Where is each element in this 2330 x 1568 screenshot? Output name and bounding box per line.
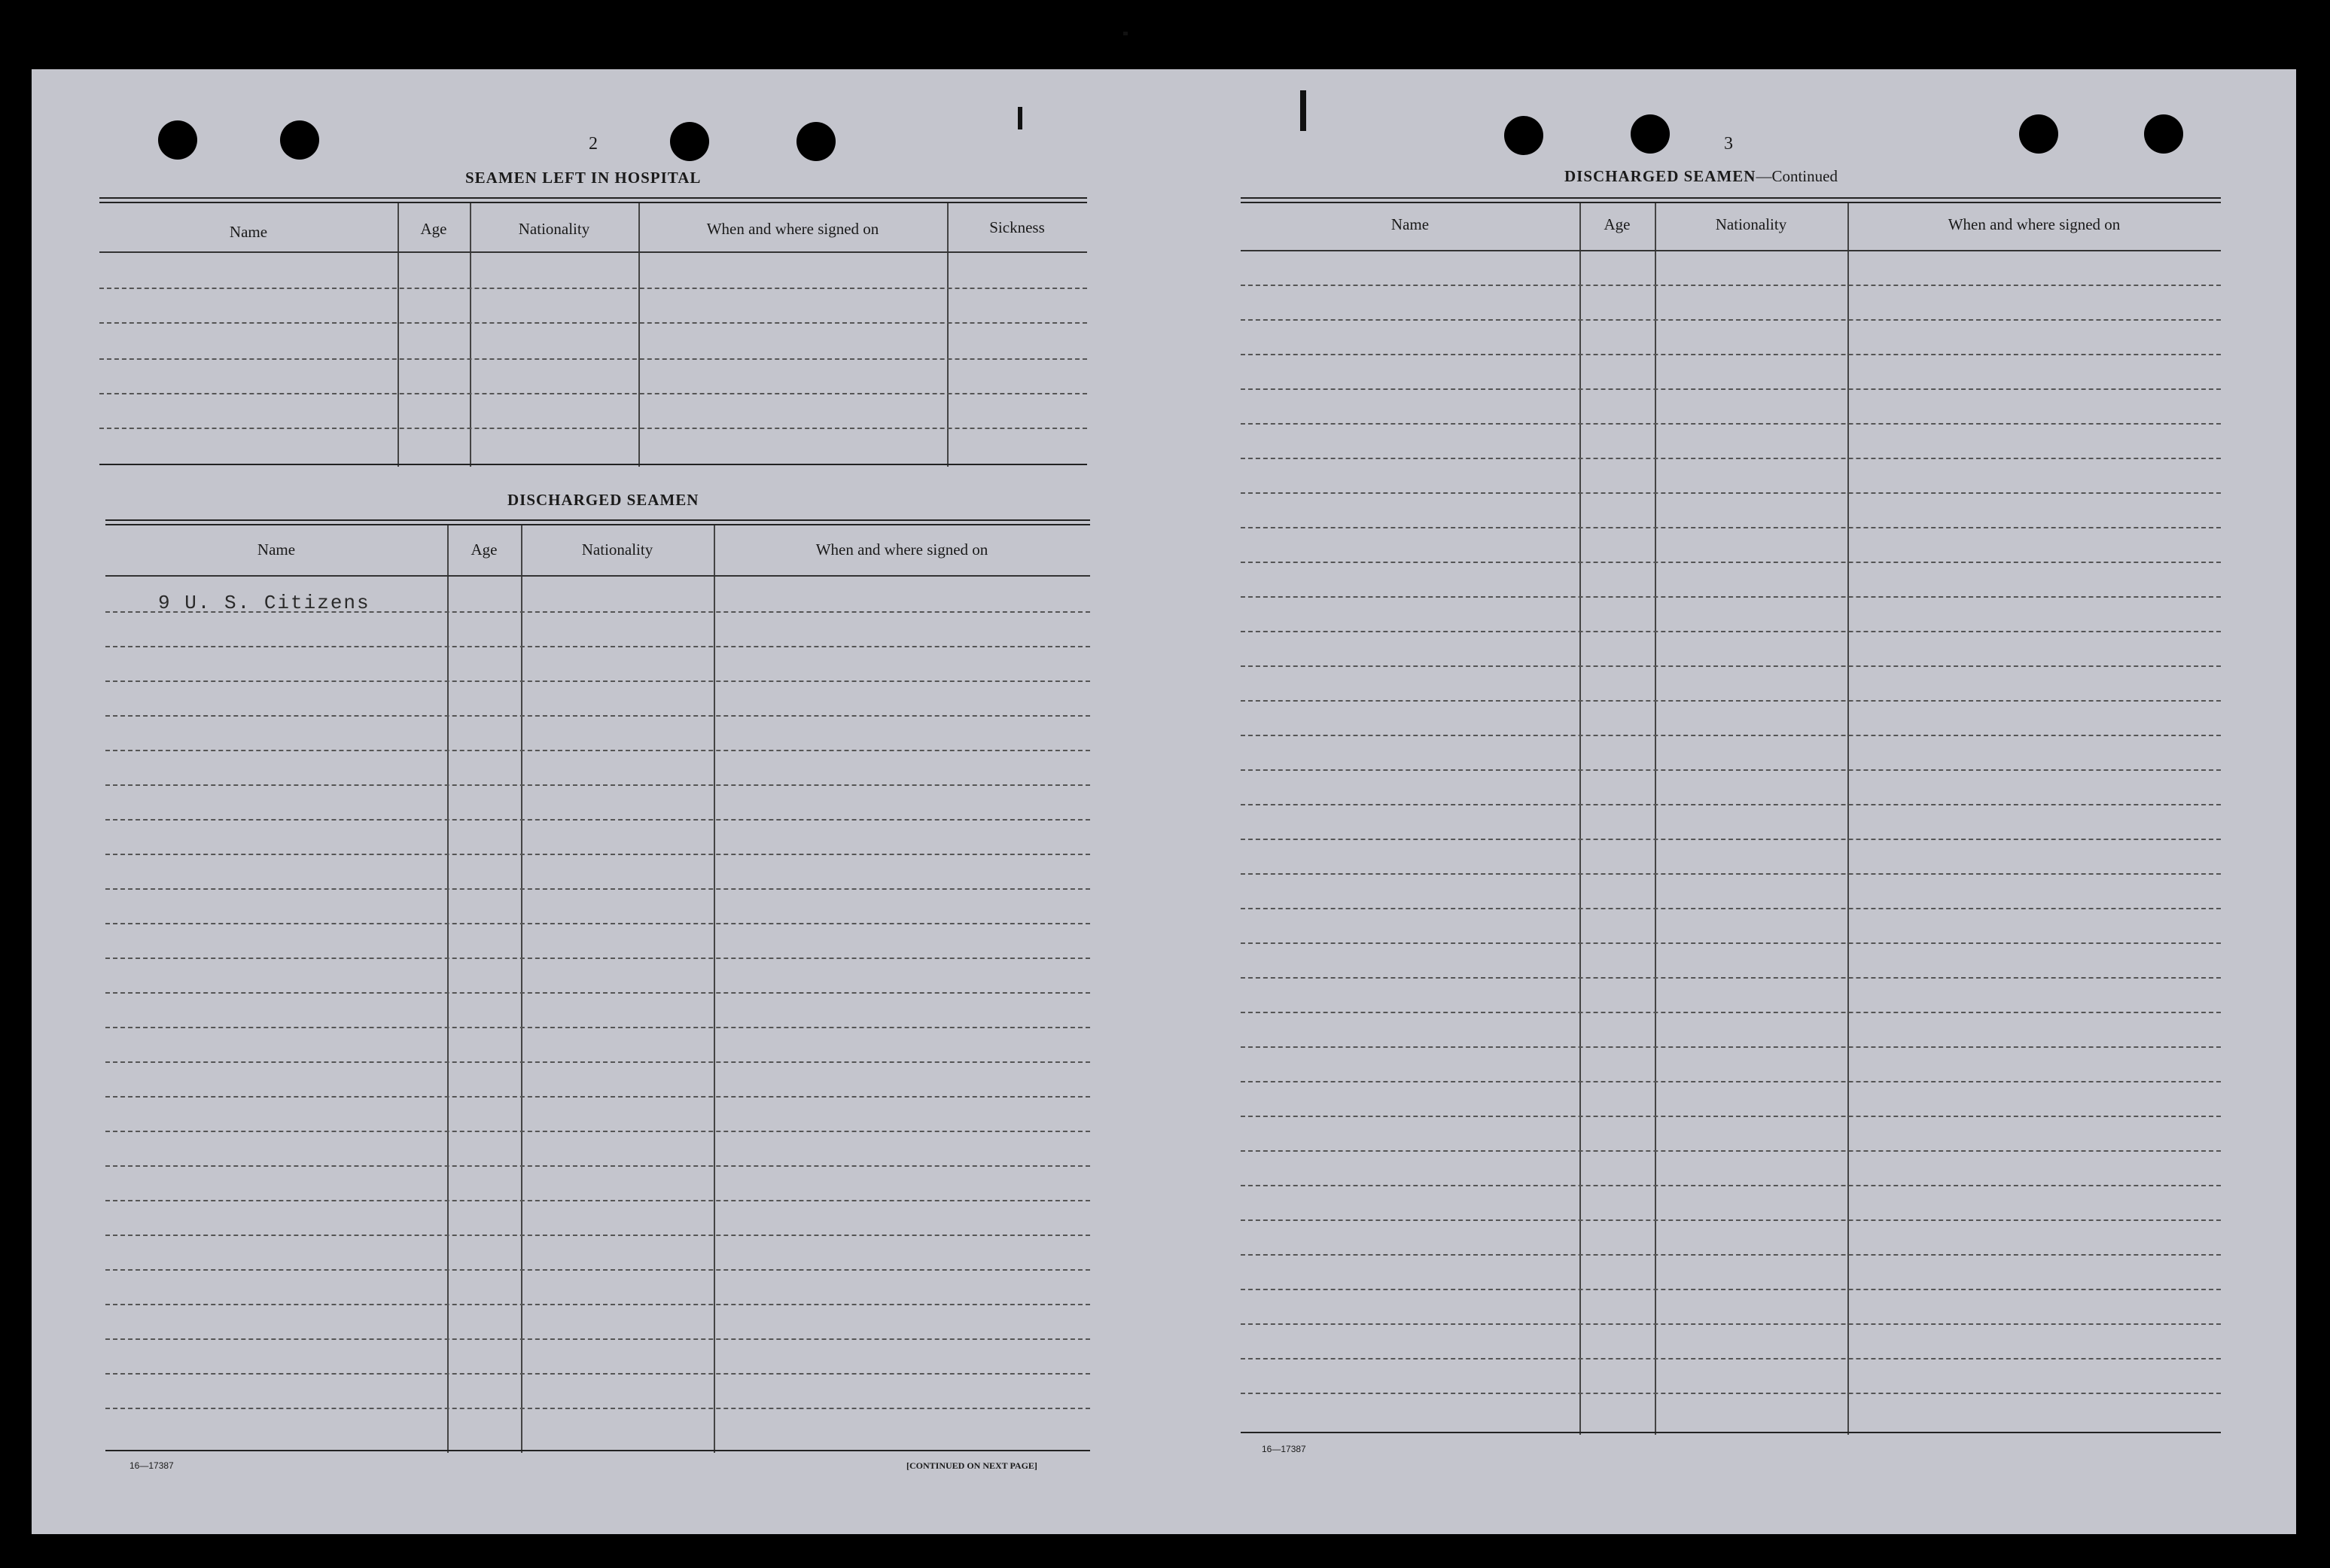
col-header-age: Age (471, 540, 498, 559)
continued-note: [CONTINUED ON NEXT PAGE] (906, 1460, 1037, 1471)
binder-hole (280, 120, 319, 160)
typed-entry: 9 U. S. Citizens (158, 592, 370, 614)
speck-mark (1123, 32, 1128, 35)
section-title-text: DISCHARGED SEAMEN (1564, 167, 1756, 185)
page-number-right: 3 (1724, 134, 1733, 154)
binder-hole (670, 122, 709, 161)
speck-mark (1018, 107, 1022, 129)
binder-hole (796, 122, 836, 161)
form-number-left: 16—17387 (129, 1460, 174, 1471)
page-number-left: 2 (589, 134, 598, 154)
col-header-nationality: Nationality (581, 540, 653, 559)
col-header-age: Age (1604, 215, 1631, 233)
discharged-table-left (105, 519, 1090, 1453)
col-header-sickness: Sickness (989, 218, 1045, 236)
form-number-right: 16—17387 (1262, 1444, 1306, 1454)
discharged-continued-title (1564, 167, 1838, 186)
binder-hole (2019, 114, 2058, 154)
discharged-section-title: DISCHARGED SEAMEN (507, 491, 699, 509)
col-header-name: Name (1390, 215, 1430, 233)
col-header-nationality: Nationality (1715, 215, 1787, 233)
col-header-name: Name (229, 223, 268, 241)
col-header-signed-on: When and where signed on (815, 540, 988, 559)
discharged-table-right (1241, 197, 2221, 1439)
col-header-nationality: Nationality (518, 220, 590, 238)
binder-hole (1631, 114, 1670, 154)
hospital-table (99, 197, 1087, 476)
binder-hole (1504, 116, 1543, 155)
section-title-suffix: —Continued (1756, 167, 1838, 185)
col-header-age: Age (420, 220, 447, 238)
hospital-section-title: SEAMEN LEFT IN HOSPITAL (465, 169, 702, 187)
col-header-signed-on: When and where signed on (706, 220, 879, 238)
col-header-signed-on: When and where signed on (1948, 215, 2121, 233)
col-header-name: Name (257, 540, 296, 559)
binder-hole (158, 120, 197, 160)
speck-mark (1300, 90, 1306, 131)
binder-hole (2144, 114, 2183, 154)
